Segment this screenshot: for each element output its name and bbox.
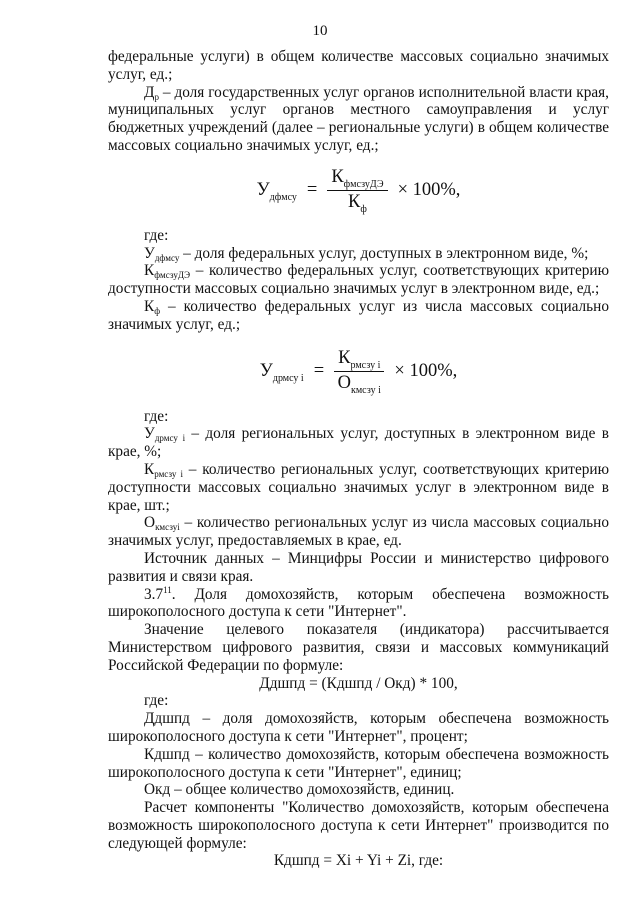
section-heading: $3.7^{11}$. Доля домохозяйств, которым обеспечена возможность широкополосного доступа к сети "Интернет". [108,584,609,621]
where-label: где: [144,692,169,710]
formula-federal-share: $У_{дфмсу}$ = $\frac{К_{фмсзуДЭ}}{К_ф}$ × 100%, [256,167,461,216]
formula-households: Ддшпд = (Кдшпд / Окд) * 100, [259,674,458,692]
formula-components: Кдшпд = Xi + Yi + Zi, где: [273,852,444,870]
definition-regional-share: $Д_р$ – доля государственных услуг органов исполнительной власти края, муниципальных услуг органов местного самоуправления и услуг бюджетных учреждений (далее – региональные услуги) в общем количестве массовых социально значимых услуг, ед.; [108,83,609,154]
formula-regional-share: $У_{дрмсу i}$ = $\frac{К_{рмсзу i}}{О_{кмсзу i}}$ × 100%, [259,348,458,397]
definition-item: $К_{рмсзу i}$ – количество региональных услуг, соответствующих критерию доступности массовых социально значимых услуг в электронном виде в крае, шт.; [108,460,609,514]
definition-item: Кдшпд – количество домохозяйств, которым обеспечена возможность широкополосного доступа к сети "Интернет", единиц; [108,745,609,781]
definition-item: $К_ф$ – количество федеральных услуг из числа массовых социально значимых услуг, ед.; [108,297,609,333]
definition-item: Окд – общее количество домохозяйств, единиц. [144,781,455,799]
definition-item: Ддшпд – доля домохозяйств, которым обеспечена возможность широкополосного доступа к сети "Интернет", процент; [108,710,609,745]
page-number: 10 [312,23,328,39]
paragraph-continuation: федеральные услуги) в общем количестве массовых социально значимых услуг, ед.; [108,48,609,83]
calc-description: Значение целевого показателя (индикатора) рассчитывается Министерством цифрового развития, связи и массовых коммуникаций Российской Федерации по формуле: [108,621,609,674]
data-source: Источник данных – Минцифры России и министерство цифрового развития и связи края. [108,549,609,585]
definition-item: $О_{кмсзуi}$ – количество региональных услуг из числа массовых социально значимых услуг, предоставляемых в крае, ед. [108,514,609,550]
definition-item: $У_{дрмсу i}$ – доля региональных услуг, доступных в электронном виде в крае, %; [108,425,609,461]
where-label: где: [144,407,169,425]
definition-item: $К_{фмсзуДЭ}$ – количество федеральных услуг, соответствующих критерию доступности массовых социально значимых услуг в электронном виде, ед.; [108,262,609,298]
definition-item: $У_{дфмсу}$ – доля федеральных услуг, доступных в электронном виде, %; [144,244,589,263]
fraction: $\frac{К_{фмсзуДЭ}}{К_ф}$ [327,169,387,212]
fraction: $\frac{К_{рмсзу i}}{О_{кмсзу i}}$ [334,350,384,393]
body-text [108,48,609,870]
where-label: где: [144,226,169,244]
calc-description: Расчет компоненты "Количество домохозяйств, которым обеспечена возможность широкополосного доступа к сети Интернет" производится по следующей формуле: [108,799,609,852]
